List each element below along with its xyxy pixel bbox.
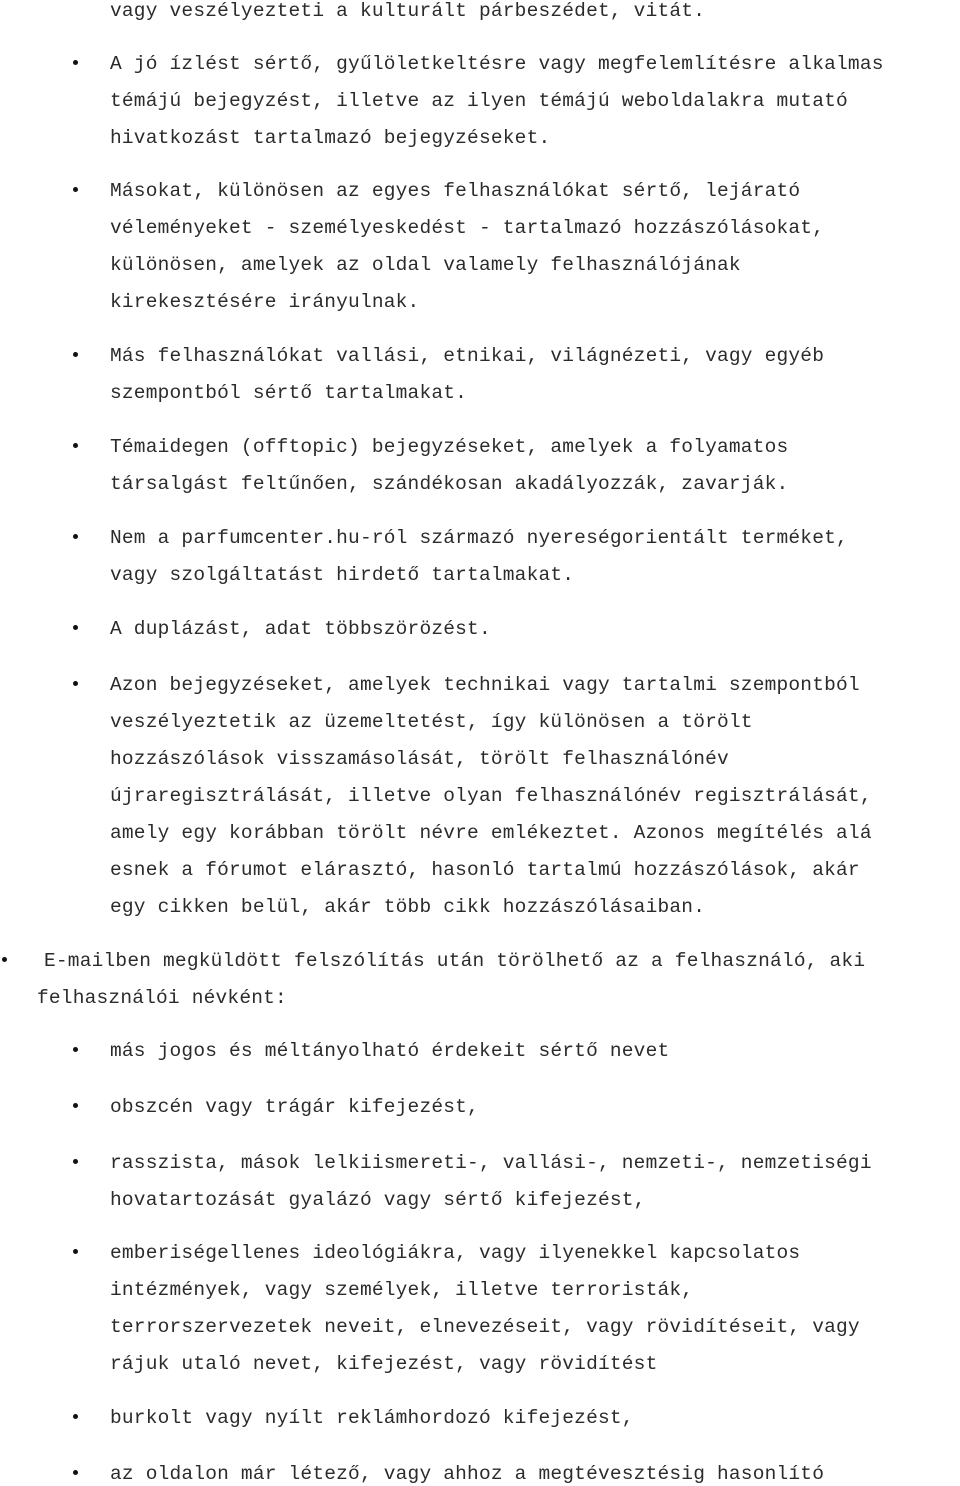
list-bullet: [73, 681, 78, 686]
list-item-line: témájú bejegyzést, illetve az ilyen témájú weboldalakra mutató: [110, 90, 848, 112]
list-bullet: [73, 60, 78, 65]
list-item-line: obszcén vagy trágár kifejezést,: [110, 1096, 479, 1118]
list-item-line: újraregisztrálását, illetve olyan felhasználónév regisztrálását,: [110, 785, 872, 807]
list-bullet: [73, 534, 78, 539]
list-item-line: A duplázást, adat többszörözést.: [110, 618, 491, 640]
list-item-line: szempontból sértő tartalmakat.: [110, 382, 468, 404]
list-bullet: [73, 625, 78, 630]
list-item-line: emberiségellenes ideológiákra, vagy ilyenekkel kapcsolatos: [110, 1242, 801, 1264]
list-item-line: esnek a fórumot elárasztó, hasonló tartalmú hozzászólások, akár: [110, 859, 860, 881]
list-item-line: más jogos és méltányolható érdekeit sértő nevet: [110, 1040, 670, 1062]
list-bullet: [73, 1414, 78, 1419]
list-bullet: [73, 187, 78, 192]
list-item-line: Másokat, különösen az egyes felhasználókat sértő, lejárató: [110, 180, 801, 202]
list-item-line: hovatartozását gyalázó vagy sértő kifejezést,: [110, 1189, 646, 1211]
list-item-line: kirekesztésére irányulnak.: [110, 291, 420, 313]
list-bullet: [73, 1249, 78, 1254]
list-item-line: rájuk utaló nevet, kifejezést, vagy rövidítést: [110, 1353, 658, 1375]
list-item-line: Más felhasználókat vallási, etnikai, világnézeti, vagy egyéb: [110, 345, 825, 367]
list-bullet: [73, 1103, 78, 1108]
list-bullet: [73, 1470, 78, 1475]
list-item-line: terrorszervezetek neveit, elnevezéseit, vagy rövidítéseit, vagy: [110, 1316, 860, 1338]
list-item-line: hivatkozást tartalmazó bejegyzéseket.: [110, 127, 551, 149]
list-item-line: amely egy korábban törölt névre emlékeztet. Azonos megítélés alá: [110, 822, 872, 844]
list-bullet: [73, 352, 78, 357]
outer-bullet: [2, 957, 7, 962]
list-item-line: az oldalon már létező, vagy ahhoz a megtévesztésig hasonlító: [110, 1463, 825, 1485]
list-item-line: vagy szolgáltatást hirdető tartalmakat.: [110, 564, 575, 586]
list-bullet: [73, 1159, 78, 1164]
list-bullet: [73, 1047, 78, 1052]
intro-line: vagy veszélyezteti a kulturált párbeszédet, vitát.: [110, 0, 706, 22]
list-item-line: hozzászólások visszamásolását, törölt felhasználónév: [110, 748, 729, 770]
list-item-line: Nem a parfumcenter.hu-ról származó nyereségorientált terméket,: [110, 527, 848, 549]
list-item-line: társalgást feltűnően, szándékosan akadályozzák, zavarják.: [110, 473, 789, 495]
list-item-line: intézmények, vagy személyek, illetve terroristák,: [110, 1279, 694, 1301]
list-item-line: Témaidegen (offtopic) bejegyzéseket, amelyek a folyamatos: [110, 436, 789, 458]
list-bullet: [73, 443, 78, 448]
list-item-line: egy cikken belül, akár több cikk hozzászólásaiban.: [110, 896, 706, 918]
list-item-line: Azon bejegyzéseket, amelyek technikai vagy tartalmi szempontból: [110, 674, 860, 696]
list-item-line: különösen, amelyek az oldal valamely felhasználójának: [110, 254, 741, 276]
outer-item-line: E-mailben megküldött felszólítás után törölhető az a felhasználó, aki: [44, 950, 866, 972]
outer-item-line: felhasználói névként:: [37, 987, 287, 1009]
list-item-line: rasszista, mások lelkiismereti-, vallási-, nemzeti-, nemzetiségi: [110, 1152, 872, 1174]
list-item-line: A jó ízlést sértő, gyűlöletkeltésre vagy megfelemlítésre alkalmas: [110, 53, 884, 75]
list-item-line: burkolt vagy nyílt reklámhordozó kifejezést,: [110, 1407, 634, 1429]
list-item-line: veszélyeztetik az üzemeltetést, így különösen a törölt: [110, 711, 753, 733]
list-item-line: véleményeket - személyeskedést - tartalmazó hozzászólásokat,: [110, 217, 825, 239]
